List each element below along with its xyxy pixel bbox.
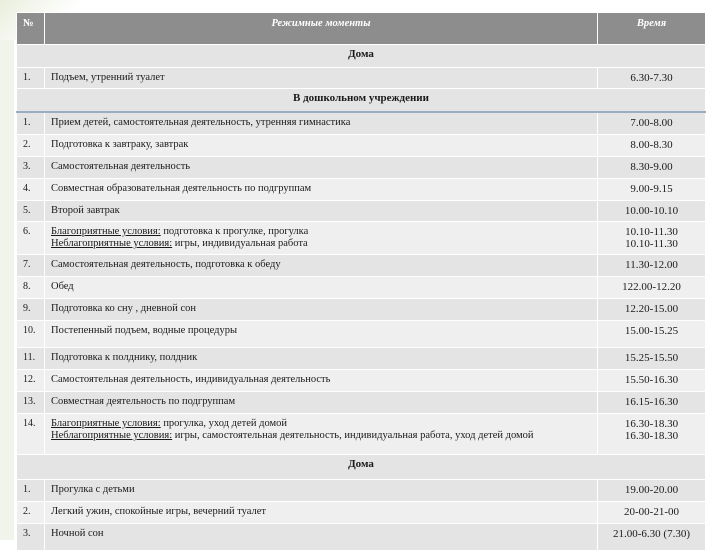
activity-text: Подготовка к полднику, полдник (51, 352, 198, 363)
table-row (17, 414, 706, 455)
row-activity (45, 135, 598, 157)
table-row (17, 68, 706, 89)
row-time (598, 370, 706, 392)
activity-text: Постепенный подъем, водные процедуры (51, 325, 238, 336)
activity-text: Подъем, утренний туалет (51, 72, 165, 83)
row-number: 4. (17, 179, 45, 201)
section-title: В дошкольном учреждении (17, 89, 706, 113)
activity-line (51, 374, 591, 386)
row-time (598, 112, 706, 135)
row-time (598, 502, 706, 524)
section-header-row (17, 89, 706, 113)
condition-label: Благоприятные условия: (51, 418, 161, 429)
row-activity (45, 321, 598, 348)
row-time (598, 414, 706, 455)
row-activity (45, 112, 598, 135)
activity-line (51, 528, 591, 540)
row-activity (45, 255, 598, 277)
section-header-row (17, 455, 706, 480)
row-time (598, 255, 706, 277)
activity-text: Прием детей, самостоятельная деятельность, утренняя гимнастика (51, 117, 351, 128)
time-value: 21.00-6.30 (7.30) (613, 528, 690, 540)
row-time (598, 201, 706, 222)
row-activity (45, 68, 598, 89)
row-number: 8. (17, 277, 45, 299)
row-time (598, 392, 706, 414)
row-number: 3. (17, 524, 45, 551)
row-number: 6. (17, 222, 45, 255)
row-number: 14. (17, 414, 45, 455)
activity-line (51, 139, 591, 151)
activity-line (51, 238, 591, 250)
section-title: Дома (17, 455, 706, 480)
row-activity (45, 414, 598, 455)
row-number: 5. (17, 201, 45, 222)
activity-line (51, 484, 591, 496)
header-num: № (17, 13, 45, 45)
table-row (17, 112, 706, 135)
activity-line (51, 430, 591, 442)
table-row (17, 255, 706, 277)
activity-text: Второй завтрак (51, 205, 120, 216)
activity-text: Самостоятельная деятельность (51, 161, 191, 172)
table-row (17, 157, 706, 179)
activity-line (51, 396, 591, 408)
row-activity (45, 299, 598, 321)
row-number: 2. (17, 135, 45, 157)
time-value: 7.00-8.00 (630, 117, 673, 129)
time-value: 12.20-15.00 (624, 303, 679, 315)
time-value: 16.30-18.30 (624, 418, 679, 430)
time-value: 15.50-16.30 (624, 374, 679, 386)
row-activity (45, 370, 598, 392)
table-row (17, 222, 706, 255)
time-value: 122.00-12.20 (622, 281, 681, 293)
time-value: 11.30-12.00 (625, 259, 678, 271)
activity-line (51, 418, 591, 430)
condition-label: Неблагоприятные условия: (51, 430, 173, 441)
table-row (17, 179, 706, 201)
row-time (598, 222, 706, 255)
row-activity (45, 201, 598, 222)
table-row (17, 480, 706, 502)
condition-label: Благоприятные условия: (51, 226, 161, 237)
row-number: 2. (17, 502, 45, 524)
schedule-table (16, 12, 706, 551)
row-number: 9. (17, 299, 45, 321)
time-value: 9.00-9.15 (630, 183, 673, 195)
row-number: 13. (17, 392, 45, 414)
time-value: 10.10-11.30 (625, 238, 678, 250)
row-activity (45, 179, 598, 201)
activity-line (51, 226, 591, 238)
time-value: 10.10-11.30 (625, 226, 678, 238)
header-activity: Режимные моменты (45, 13, 598, 45)
activity-text: Ночной сон (51, 528, 104, 539)
activity-text: подготовка к прогулке, прогулка (160, 226, 309, 237)
row-number: 1. (17, 68, 45, 89)
activity-text: Совместная деятельность по подгруппам (51, 396, 236, 407)
table-row (17, 201, 706, 222)
row-activity (45, 502, 598, 524)
row-number: 11. (17, 348, 45, 370)
activity-text: прогулка, уход детей домой (160, 418, 288, 429)
table-row (17, 277, 706, 299)
row-activity (45, 277, 598, 299)
table-row (17, 502, 706, 524)
activity-text: Самостоятельная деятельность, индивидуальная деятельность (51, 374, 331, 385)
activity-line (51, 303, 591, 315)
activity-line (51, 259, 591, 271)
activity-text: Легкий ужин, спокойные игры, вечерний туалет (51, 506, 267, 517)
row-time (598, 157, 706, 179)
activity-text: Обед (51, 281, 74, 292)
activity-line (51, 117, 591, 129)
row-activity (45, 392, 598, 414)
activity-text: Самостоятельная деятельность, подготовка к обеду (51, 259, 281, 270)
time-value: 8.00-8.30 (630, 139, 673, 151)
row-number: 1. (17, 112, 45, 135)
section-title: Дома (17, 45, 706, 68)
row-number: 7. (17, 255, 45, 277)
schedule-body (17, 45, 706, 551)
activity-line (51, 352, 591, 364)
table-row (17, 524, 706, 551)
activity-line (51, 161, 591, 173)
row-number: 1. (17, 480, 45, 502)
row-activity (45, 524, 598, 551)
row-time (598, 68, 706, 89)
activity-line (51, 506, 591, 518)
activity-text: Подготовка ко сну , дневной сон (51, 303, 196, 314)
table-row (17, 370, 706, 392)
time-value: 15.00-15.25 (624, 325, 679, 337)
row-activity (45, 348, 598, 370)
activity-text: игры, индивидуальная работа (172, 238, 308, 249)
row-number: 3. (17, 157, 45, 179)
row-time (598, 299, 706, 321)
time-value: 8.30-9.00 (630, 161, 673, 173)
row-time (598, 480, 706, 502)
row-activity (45, 157, 598, 179)
time-value: 10.00-10.10 (624, 205, 679, 217)
time-value: 6.30-7.30 (630, 72, 673, 84)
time-value: 20-00-21-00 (624, 506, 679, 518)
table-row (17, 135, 706, 157)
row-time (598, 135, 706, 157)
activity-text: игры, самостоятельная деятельность, индивидуальная работа, уход детей домой (172, 430, 534, 441)
time-value: 16.15-16.30 (624, 396, 679, 408)
condition-label: Неблагоприятные условия: (51, 238, 173, 249)
activity-line (51, 281, 591, 293)
decorative-sidebar (0, 0, 14, 540)
row-number: 10. (17, 321, 45, 348)
activity-line (51, 72, 591, 84)
header-row (17, 13, 706, 45)
activity-line (51, 205, 591, 217)
table-row (17, 392, 706, 414)
section-header-row (17, 45, 706, 68)
row-activity (45, 480, 598, 502)
header-time: Время (598, 13, 706, 45)
row-time (598, 277, 706, 299)
time-value: 15.25-15.50 (624, 352, 679, 364)
row-time (598, 179, 706, 201)
activity-text: Прогулка с детьми (51, 484, 135, 495)
activity-text: Совместная образовательная деятельность по подгруппам (51, 183, 312, 194)
table-row (17, 299, 706, 321)
table-row (17, 348, 706, 370)
row-activity (45, 222, 598, 255)
row-number: 12. (17, 370, 45, 392)
row-time (598, 321, 706, 348)
table-row (17, 321, 706, 348)
row-time (598, 348, 706, 370)
activity-text: Подготовка к завтраку, завтрак (51, 139, 189, 150)
activity-line (51, 183, 591, 195)
row-time (598, 524, 706, 551)
time-value: 16.30-18.30 (624, 430, 679, 442)
time-value: 19.00-20.00 (624, 484, 679, 496)
activity-line (51, 325, 591, 337)
